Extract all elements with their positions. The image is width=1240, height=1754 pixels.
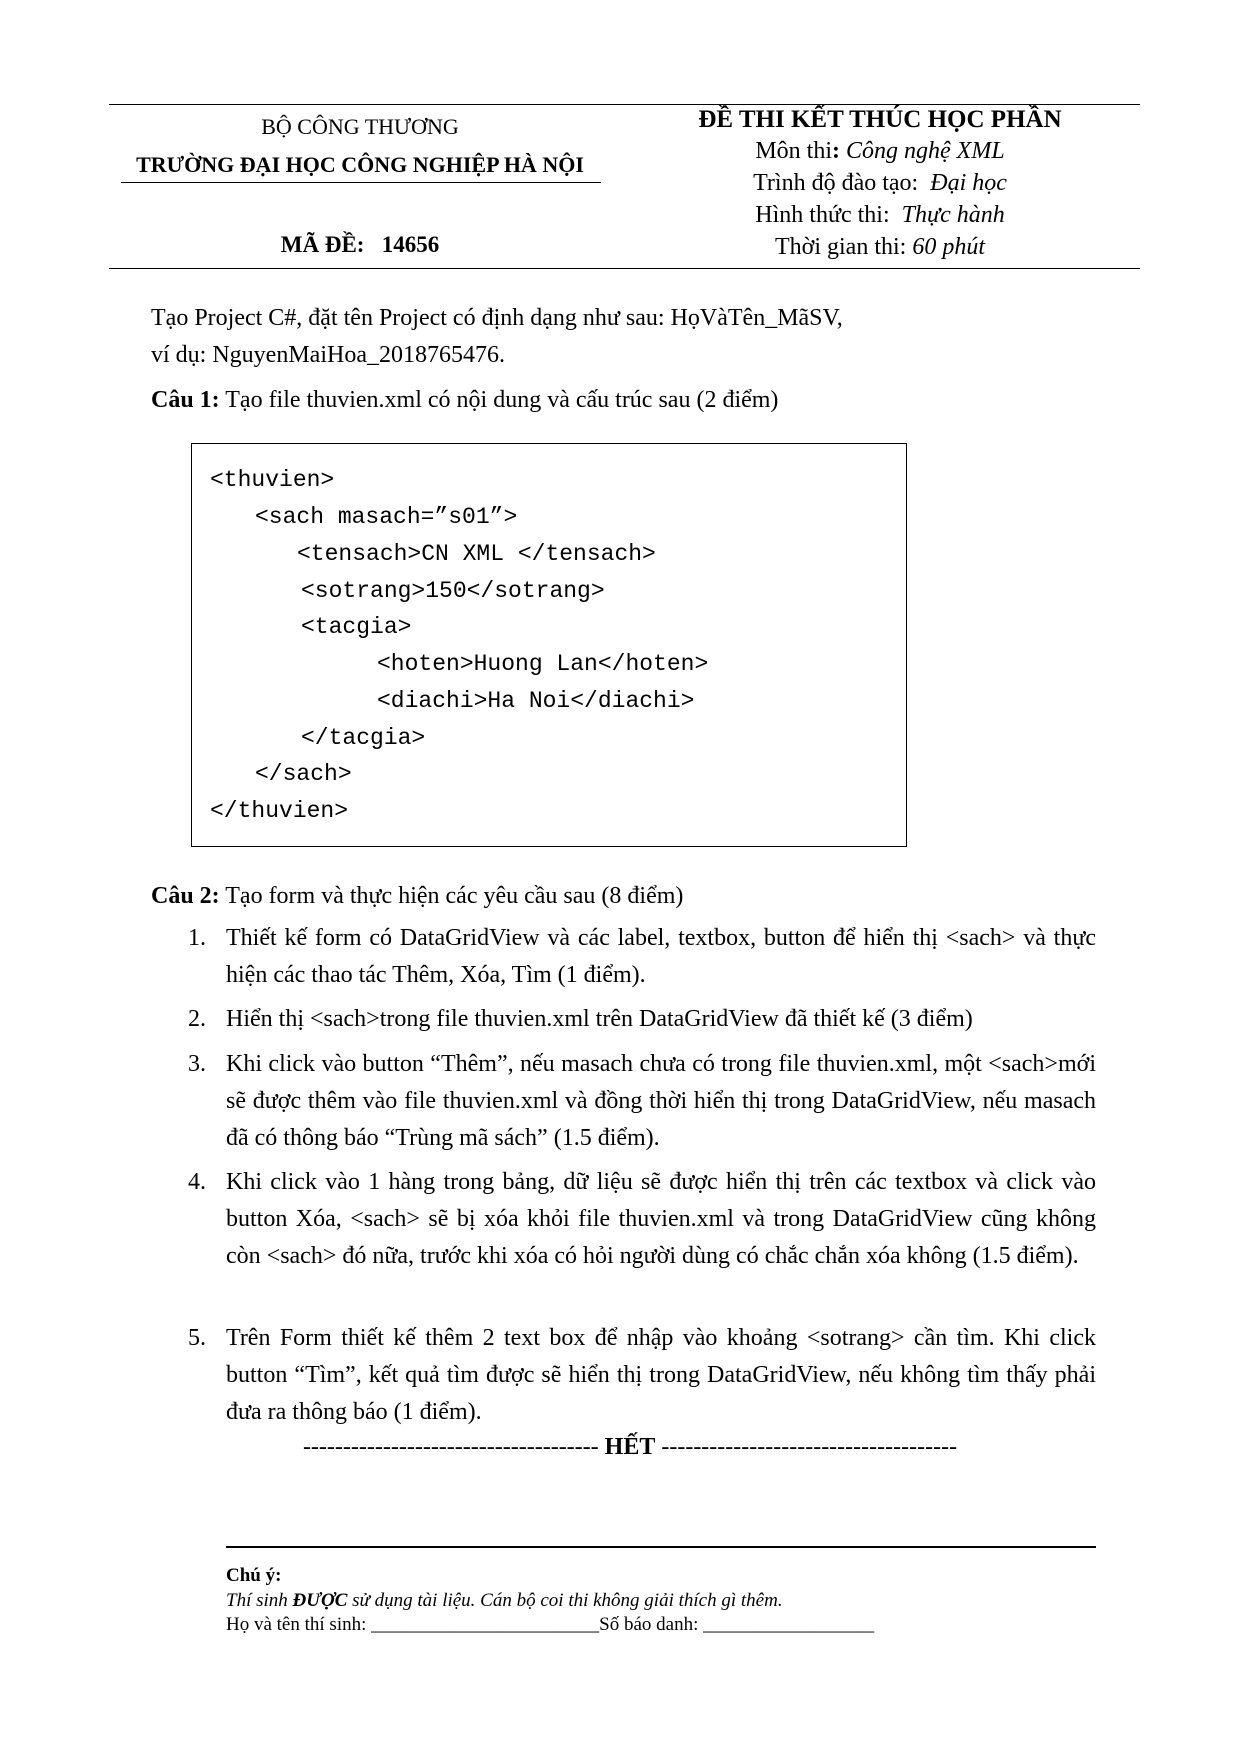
subject-value: Công nghệ XML (846, 138, 1005, 164)
candidate-info (226, 1613, 874, 1637)
item-number: 5. (188, 1325, 206, 1351)
form-value: Thực hành (901, 202, 1005, 228)
code-line: <hoten>Huong Lan</hoten> (377, 651, 709, 677)
question-1 (151, 382, 778, 418)
time-line: Thời gian thi: 60 phút (774, 234, 985, 260)
level-value: Đại học (930, 170, 1007, 196)
requirement-item: Khi click vào button “Thêm”, nếu masach chưa có trong file thuvien.xml, một <sach>mới sẽ được thêm vào file thuvien.xml và đồng thời hiển thị trong DataGridView, nếu masach đã có thông báo “Trùng mã sách” (1.5 điểm). (226, 1051, 1096, 1151)
code-line: <sach masach=”s01”> (255, 504, 518, 530)
code-line: </tacgia> (301, 725, 426, 751)
code-line: <tensach>CN XML </tensach> (297, 541, 656, 567)
question-2 (151, 878, 683, 914)
ministry-name: BỘ CÔNG THƯƠNG (261, 114, 459, 139)
question-1-label: Câu 1: (151, 387, 220, 413)
exam-title: ĐỀ THI KẾT THÚC HỌC PHẦN (698, 106, 1062, 133)
code-line: <diachi>Ha Noi</diachi> (377, 688, 695, 714)
time-value: 60 phút (912, 234, 985, 260)
requirement-item: Trên Form thiết kế thêm 2 text box để nhập vào khoảng <sotrang> cần tìm. Khi click button “Tìm”, kết quả tìm được sẽ hiển thị trong DataGridView, nếu không tìm thấy phải đưa ra thông báo (1 điểm). (226, 1325, 1096, 1425)
end-marker: ------------------------------------- HẾT ------------------------------------- (302, 1434, 958, 1460)
code-line: <thuvien> (210, 467, 335, 493)
requirement-item: Hiển thị <sach>trong file thuvien.xml trên DataGridView đã thiết kế (3 điểm) (226, 1006, 973, 1032)
id-label: Số báo danh: (599, 1614, 699, 1635)
subject-line: Môn thi: Công nghệ XML (755, 138, 1005, 164)
id-blank: __________________ (703, 1614, 875, 1635)
requirement-item: Khi click vào 1 hàng trong bảng, dữ liệu sẽ được hiển thị trên các textbox và click vào button Xóa, <sach> sẽ bị xóa khỏi file thuvien.xml và trong DataGridView cũng không còn <sach> đó nữa, trước khi xóa có hỏi người dùng có chắc chắn xóa không (1.5 điểm). (226, 1169, 1096, 1269)
code-line: </sach> (255, 761, 352, 787)
item-number: 3. (188, 1051, 206, 1077)
name-label: Họ và tên thí sinh: (226, 1614, 367, 1635)
form-line: Hình thức thi: Thực hành (755, 202, 1005, 228)
end-text: HẾT (604, 1434, 656, 1460)
header-bottom-rule (109, 268, 1140, 269)
exam-code (110, 230, 610, 260)
question-2-text: Tạo form và thực hiện các yêu cầu sau (8 điểm) (225, 883, 684, 909)
question-1-text: Tạo file thuvien.xml có nội dung và cấu trúc sau (2 điểm) (225, 387, 779, 413)
item-number: 2. (188, 1006, 206, 1032)
note-text: Thí sinh ĐƯỢC sử dụng tài liệu. Cán bộ coi thi không giải thích gì thêm. (226, 1590, 783, 1611)
intro-line-1: Tạo Project C#, đặt tên Project có định dạng như sau: HọVàTên_MãSV, (151, 305, 843, 331)
code-line: </thuvien> (210, 798, 349, 824)
university-underline (121, 182, 601, 183)
item-number: 1. (188, 925, 206, 951)
name-blank: ________________________ (371, 1614, 600, 1635)
code-line: <sotrang>150</sotrang> (301, 578, 605, 604)
university-name: TRƯỜNG ĐẠI HỌC CÔNG NGHIỆP HÀ NỘI (136, 152, 584, 177)
code-line: <tacgia> (301, 614, 412, 640)
level-line: Trình độ đào tạo: Đại học (753, 170, 1007, 196)
exam-code-value: 14656 (381, 232, 440, 257)
intro-line-2: ví dụ: NguyenMaiHoa_2018765476. (151, 342, 505, 368)
footer-rule (226, 1546, 1096, 1548)
note-label: Chú ý: (226, 1565, 282, 1586)
item-number: 4. (188, 1169, 206, 1195)
exam-code-label: MÃ ĐỀ: (280, 232, 365, 257)
question-2-label: Câu 2: (151, 883, 220, 909)
requirement-item: Thiết kế form có DataGridView và các label, textbox, button để hiển thị <sach> và thực hiện các thao tác Thêm, Xóa, Tìm (1 điểm). (226, 925, 1096, 988)
